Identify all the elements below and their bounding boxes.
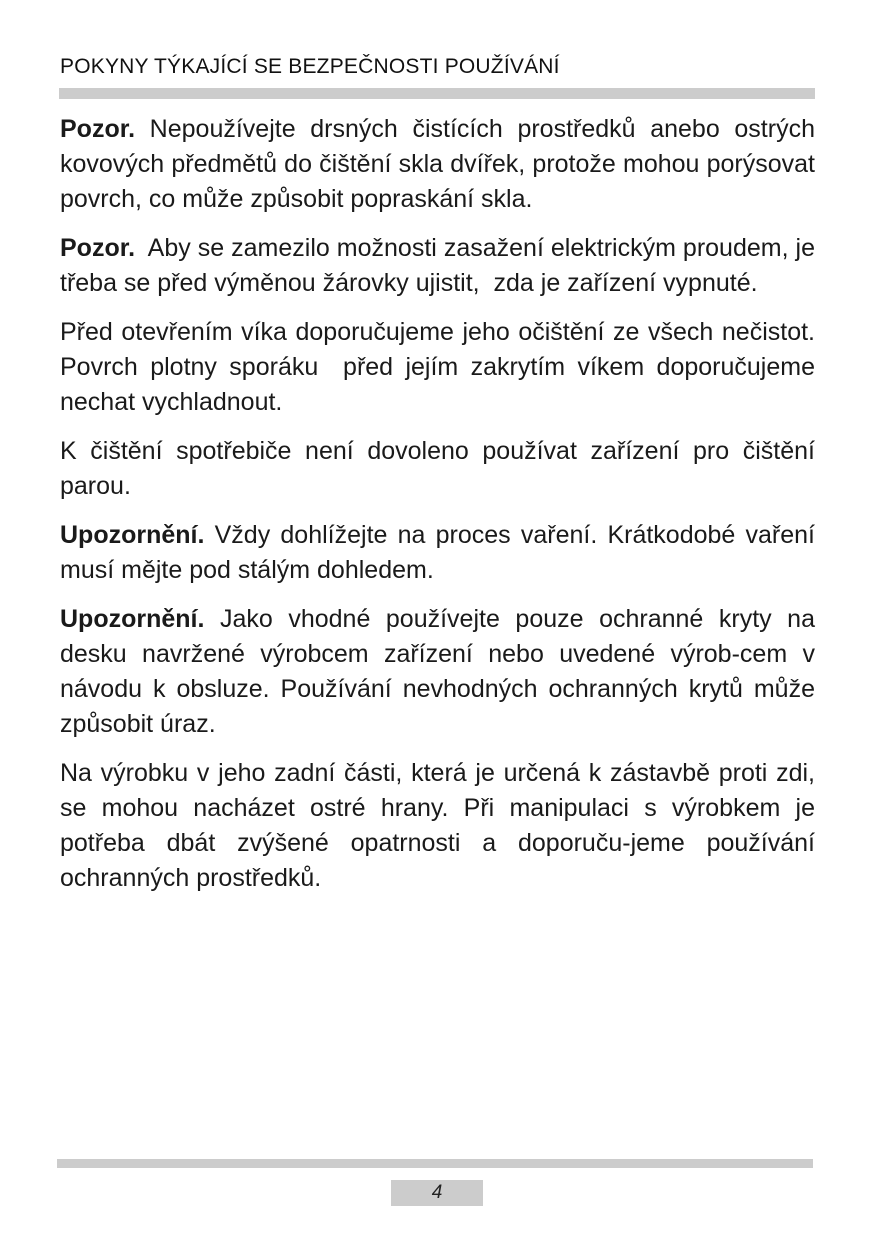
paragraph-lead: Pozor. <box>60 234 136 262</box>
paragraph-text: Nepoužívejte drsných čistících prostředků anebo ostrých kovových předmětů do čištění skla dvířek, protože mohou porýsovat povrch, co může způsobit popraskání skla. <box>60 115 815 213</box>
paragraph-text: K čištění spotřebiče není dovoleno používat zařízení pro čištění parou. <box>60 437 815 500</box>
paragraph-3 <box>60 315 822 420</box>
paragraph-lead: Upozornění. <box>60 521 205 549</box>
paragraph-text: Jako vhodné používejte pouze ochranné kryty na desku navržené výrobcem zařízení nebo uvedené výrob-cem v návodu k obsluze. Používání nevhodných ochranných krytů může způsobit úraz. <box>60 605 815 738</box>
paragraph-4 <box>60 434 815 504</box>
paragraph-text: Aby se zamezilo možnosti zasažení elektrickým proudem, je třeba se před výměnou žárovky ujistit, zda je zařízení vypnuté. <box>60 234 822 297</box>
paragraph-2 <box>60 231 822 301</box>
paragraph-6 <box>60 602 815 742</box>
paragraph-text: Vždy dohlížejte na proces vaření. Krátkodobé vaření musí mějte pod stálým dohledem. <box>60 521 815 584</box>
page-header-title: POKYNY TÝKAJÍCÍ SE BEZPEČNOSTI POUŽÍVÁNÍ <box>60 55 560 78</box>
paragraph-text: Na výrobku v jeho zadní části, která je určená k zástavbě proti zdi, se mohou nacházet ostré hrany. Při manipulaci s výrobkem je potřeba dbát zvýšené opatrnosti a doporuču-jeme používání ochranných prostředků. <box>60 759 815 892</box>
paragraph-lead: Pozor. <box>60 115 136 143</box>
paragraph-lead: Upozornění. <box>60 605 205 633</box>
page-number: 4 <box>391 1180 483 1206</box>
header-divider <box>59 88 815 99</box>
paragraph-5 <box>60 518 815 588</box>
document-body <box>60 112 822 910</box>
paragraph-1 <box>60 112 815 217</box>
paragraph-7 <box>60 756 815 896</box>
paragraph-text: Před otevřením víka doporučujeme jeho očištění ze všech nečistot. Povrch plotny sporáku před jejím zakrytím víkem doporučujeme nechat vychladnout. <box>60 318 822 416</box>
footer-divider <box>57 1159 813 1168</box>
